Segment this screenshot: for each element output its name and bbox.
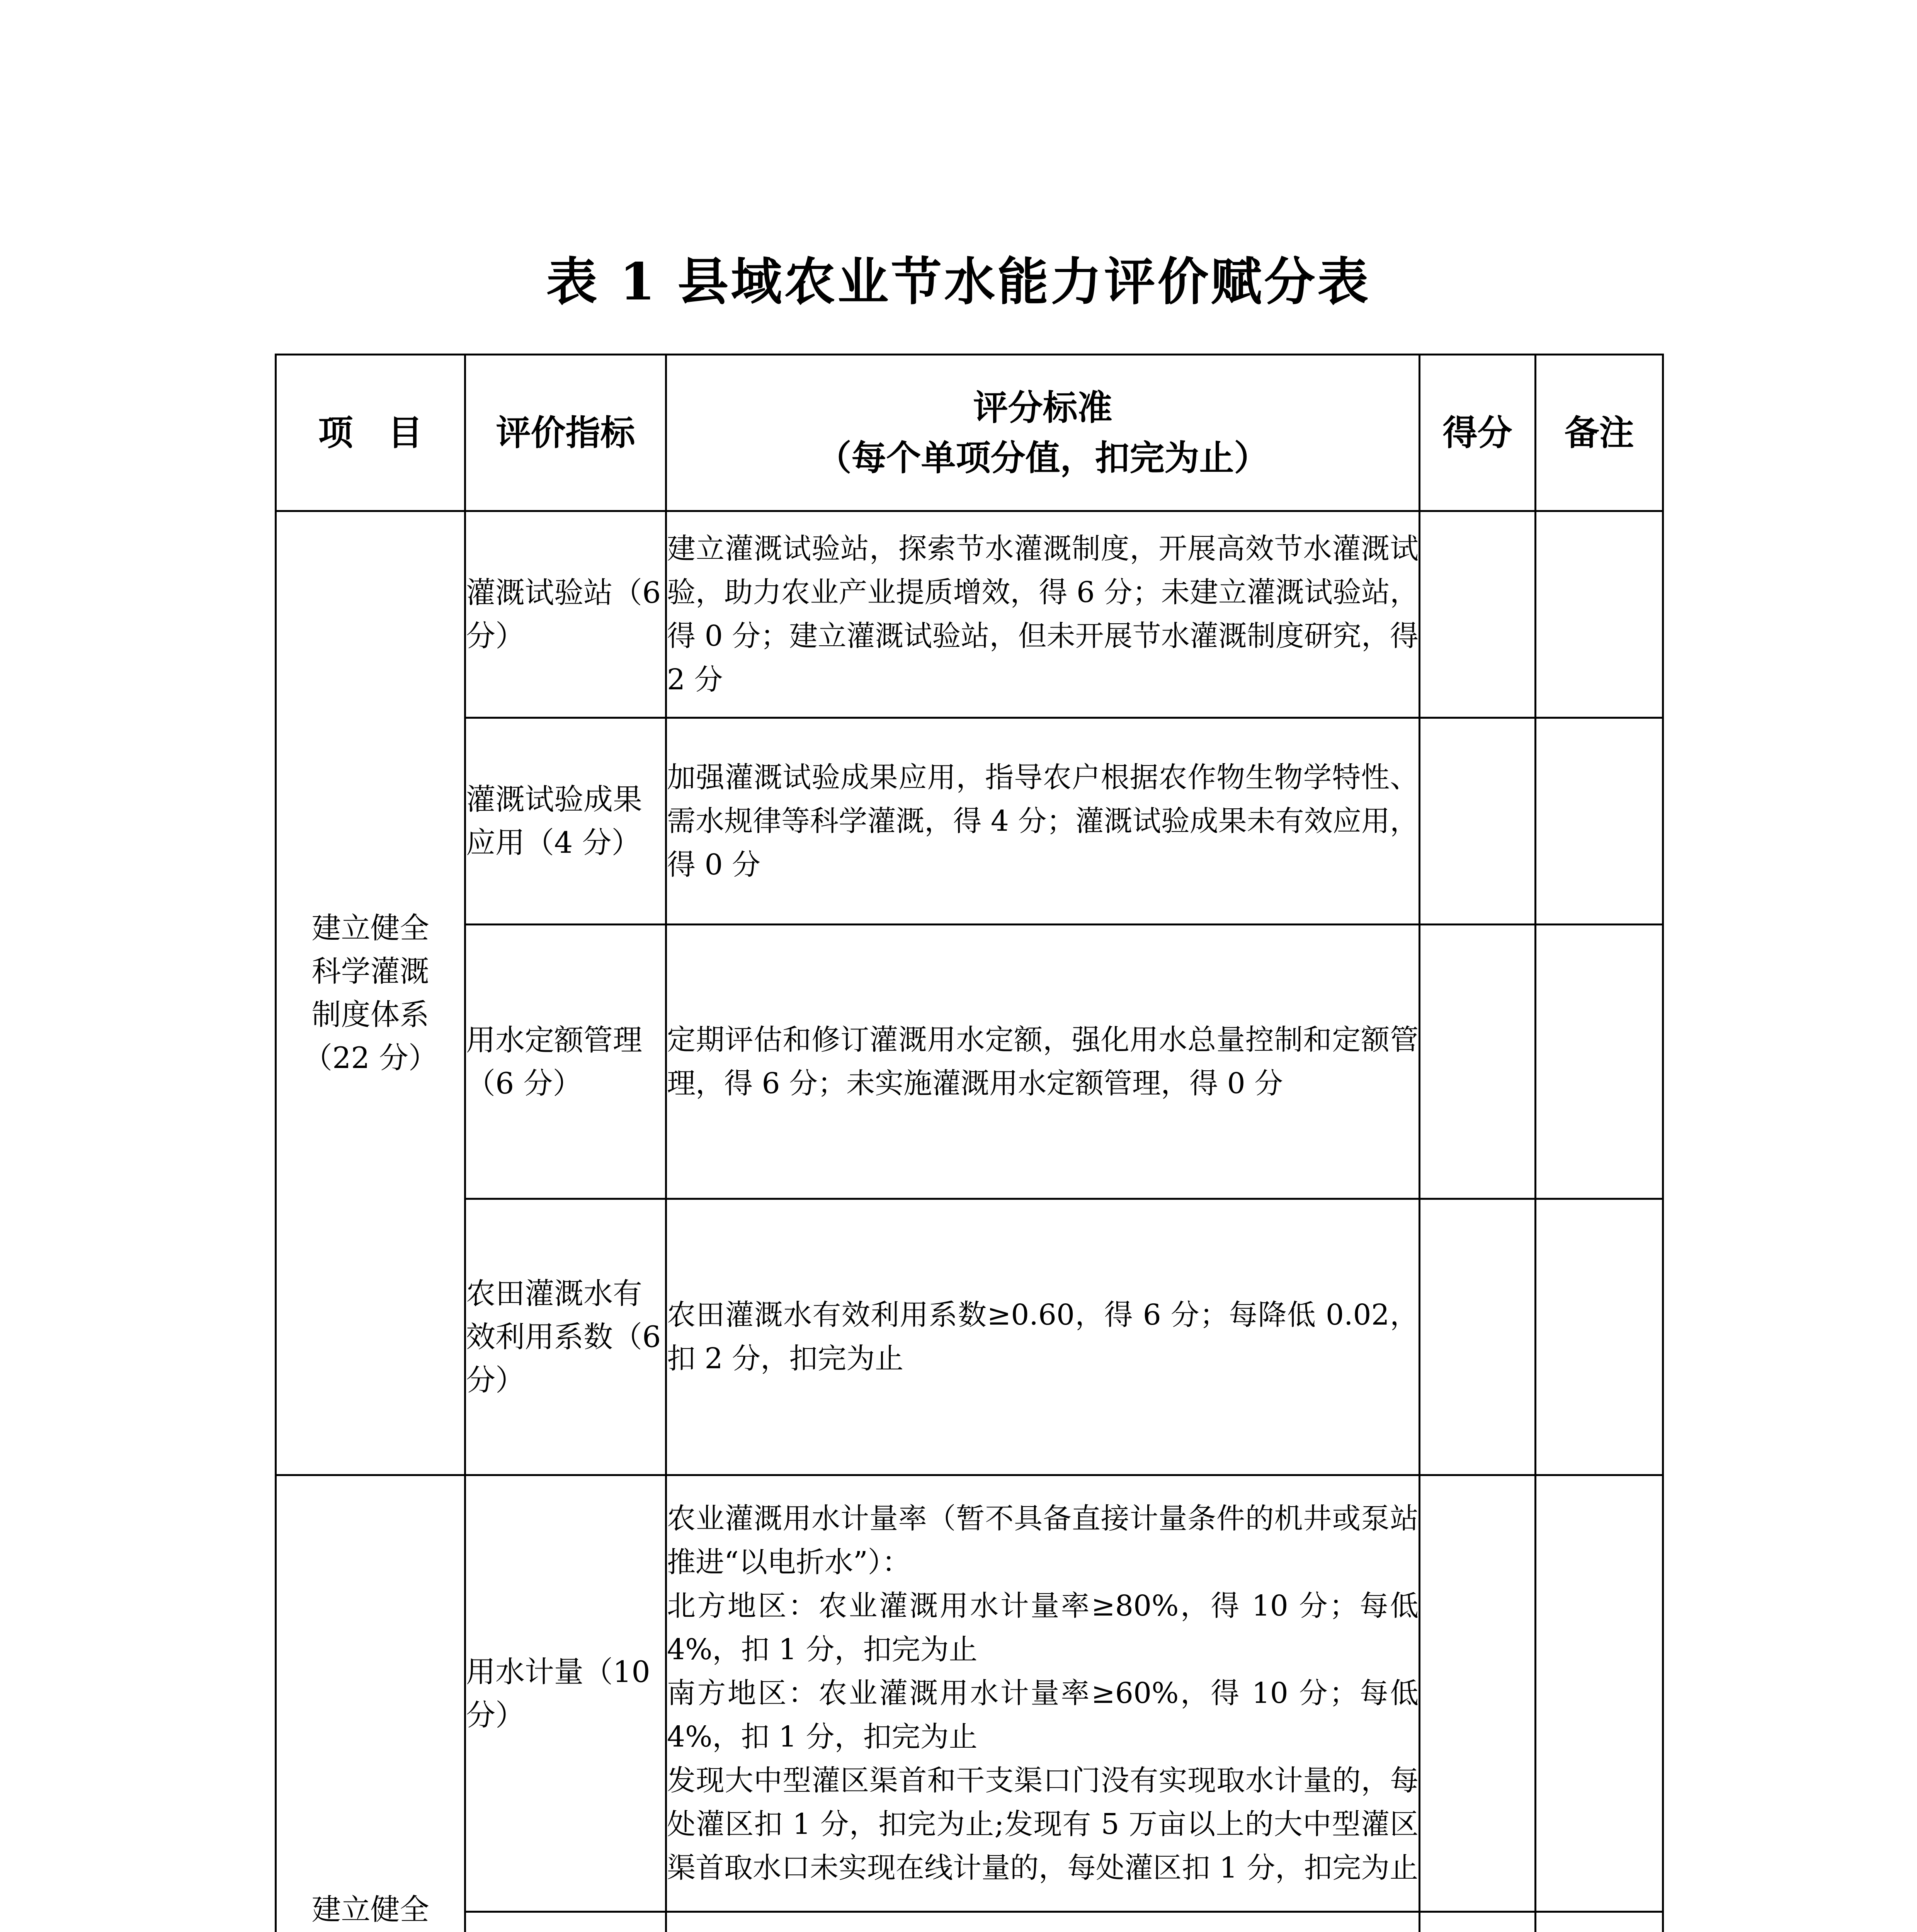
header-criteria-note: （每个单项分值，扣完为止） [816, 437, 1269, 478]
criteria-cell [666, 925, 1420, 1199]
criteria-text: 农田灌溉水有效利用系数≥0.60，得 6 分；每降低 0.02，扣 2 分，扣完为止 [667, 1298, 1419, 1375]
remark-cell[interactable] [1536, 1199, 1663, 1475]
criteria-cell [666, 718, 1420, 925]
header-criteria [666, 355, 1420, 511]
criteria-text: 定期评估和修订灌溉用水定额，强化用水总量控制和定额管理，得 6 分；未实施灌溉用水定额管理，得 0 分 [667, 1023, 1419, 1100]
indicator-cell: 灌溉试验站（6 分） [465, 511, 666, 718]
indicator-cell: 用水计量（10 分） [465, 1475, 666, 1912]
table-row [276, 1475, 1663, 1912]
table-header-row [276, 355, 1663, 511]
score-cell[interactable] [1420, 1475, 1536, 1912]
score-cell[interactable] [1420, 1199, 1536, 1475]
project-cell-irrigation-system [276, 511, 465, 1475]
remark-cell[interactable] [1536, 718, 1663, 925]
header-criteria-title: 评分标准 [973, 387, 1112, 428]
table-row [276, 511, 1663, 718]
criteria-text: 北方地区：农业灌溉用水计量率≥80%，得 10 分；每低 4%，扣 1 分，扣完为止 [667, 1589, 1419, 1666]
remark-cell[interactable] [1536, 1475, 1663, 1912]
indicator-cell: 灌溉试验成果应用（4 分） [465, 718, 666, 925]
score-cell[interactable] [1420, 1912, 1536, 1932]
score-cell[interactable] [1420, 925, 1536, 1199]
criteria-cell [666, 1912, 1420, 1932]
score-cell[interactable] [1420, 718, 1536, 925]
score-cell[interactable] [1420, 511, 1536, 718]
scoring-table [275, 354, 1664, 1932]
criteria-cell [666, 511, 1420, 718]
remark-cell[interactable] [1536, 1912, 1663, 1932]
table-row [276, 1912, 1663, 1932]
criteria-text: 南方地区：农业灌溉用水计量率≥60%，得 10 分；每低 4%，扣 1 分，扣完为止 [667, 1677, 1419, 1753]
project-line: 建立健全 [311, 911, 429, 945]
criteria-cell [666, 1475, 1420, 1912]
project-line: （22 分） [303, 1041, 438, 1075]
table-row [276, 718, 1663, 925]
project-line: 建立健全 [311, 1892, 429, 1927]
project-cell-metering-system [276, 1475, 465, 1932]
header-remark: 备注 [1536, 355, 1663, 511]
remark-cell[interactable] [1536, 511, 1663, 718]
criteria-text: 建立灌溉试验站，探索节水灌溉制度，开展高效节水灌溉试验，助力农业产业提质增效，得 6 分；未建立灌溉试验站，得 0 分；建立灌溉试验站，但未开展节水灌溉制度研究，得 2 分 [667, 532, 1419, 696]
page-title: 表 1 县域农业节水能力评价赋分表 [546, 252, 1371, 312]
remark-cell[interactable] [1536, 925, 1663, 1199]
indicator-cell: 农田灌溉水有效利用系数（6 分） [465, 1199, 666, 1475]
criteria-text: 发现大中型灌区渠首和干支渠口门没有实现取水计量的，每处灌区扣 1 分，扣完为止;发现有 5 万亩以上的大中型灌区渠首取水口未实现在线计量的，每处灌区扣 1 分，扣完为止 [667, 1764, 1419, 1884]
criteria-cell [666, 1199, 1420, 1475]
project-line: 科学灌溉 [311, 954, 429, 988]
indicator-cell [465, 1912, 666, 1932]
criteria-text: 加强灌溉试验成果应用，指导农户根据农作物生物学特性、需水规律等科学灌溉，得 4 分；灌溉试验成果未有效应用，得 0 分 [667, 760, 1419, 881]
header-score: 得分 [1420, 355, 1536, 511]
criteria-text: 农业灌溉用水计量率（暂不具备直接计量条件的机井或泵站推进“以电折水”）： [667, 1502, 1419, 1579]
project-line: 制度体系 [311, 997, 429, 1032]
table-row [276, 925, 1663, 1199]
table-row [276, 1199, 1663, 1475]
indicator-cell: 用水定额管理（6 分） [465, 925, 666, 1199]
header-indicator: 评价指标 [465, 355, 666, 511]
header-project: 项 目 [276, 355, 465, 511]
